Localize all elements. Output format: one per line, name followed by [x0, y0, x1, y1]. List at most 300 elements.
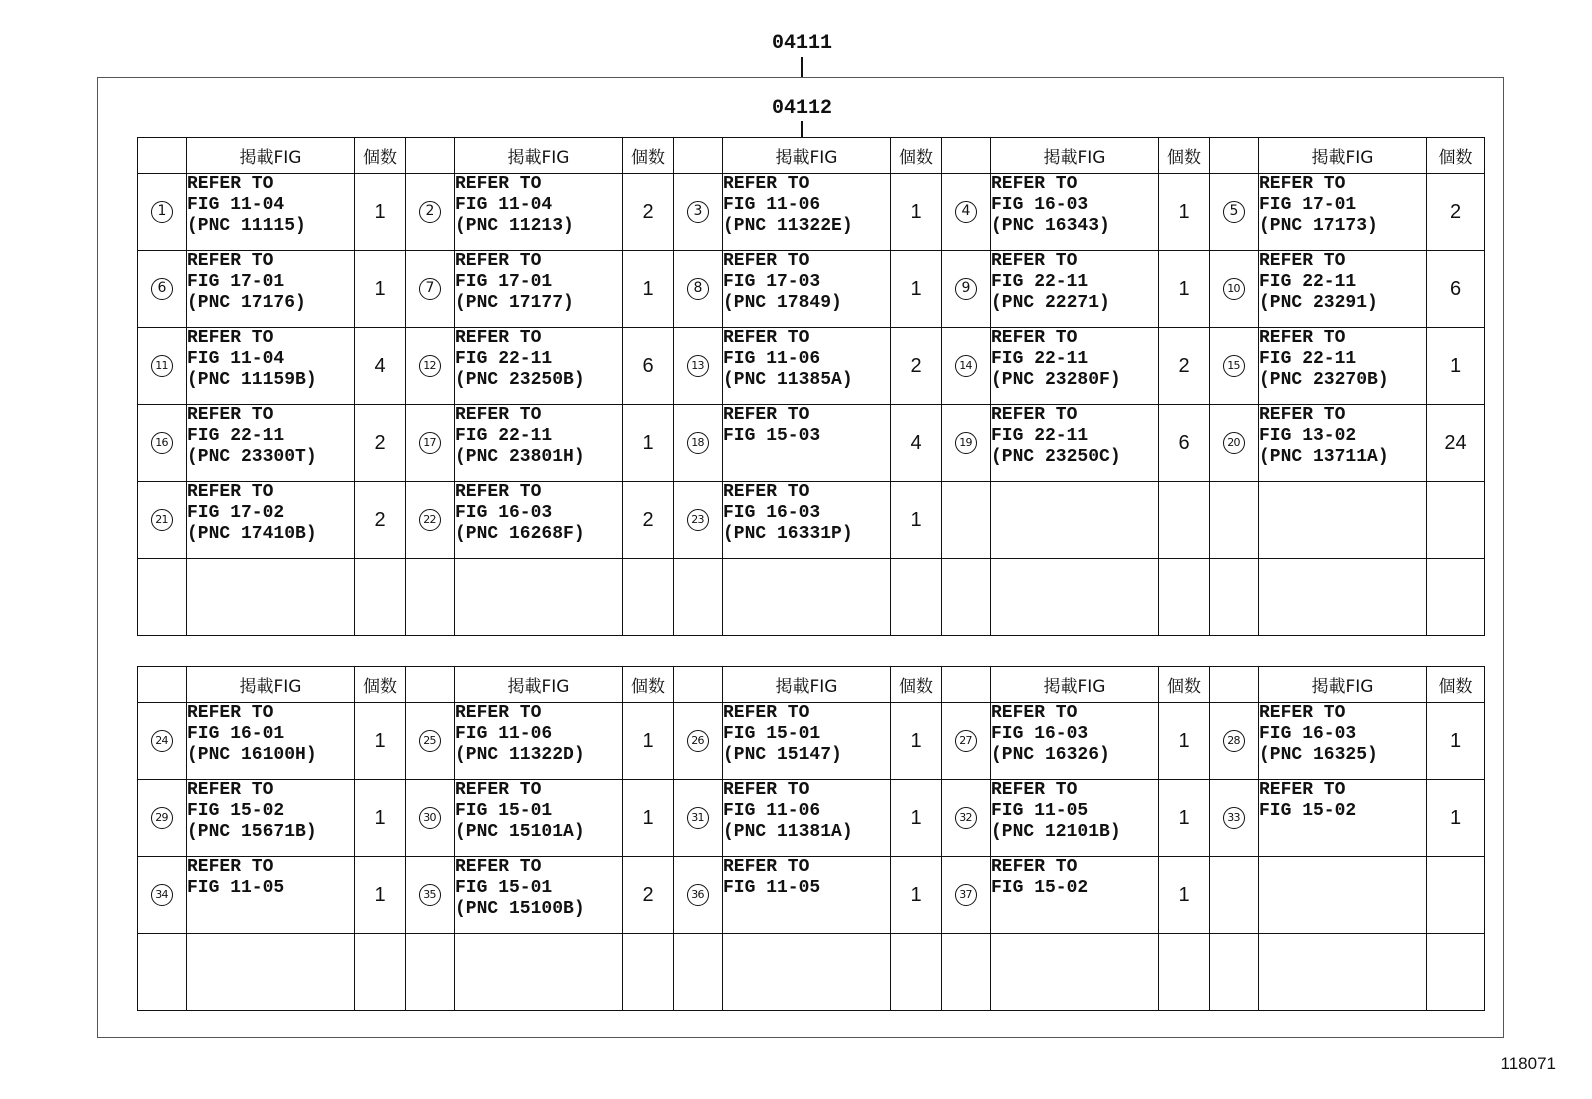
reference-cell [991, 174, 1159, 251]
empty-cell [623, 934, 674, 1011]
header-number-cell [406, 138, 455, 174]
header-qty-label: 個数 [1159, 138, 1210, 174]
quantity-cell [1159, 251, 1210, 328]
reference-cell [1259, 703, 1427, 780]
reference-cell [455, 251, 623, 328]
reference-line: REFER TO [455, 703, 542, 723]
circled-item-number: 20 [1223, 432, 1245, 454]
table-row [138, 780, 1485, 857]
quantity-value: 1 [910, 200, 922, 223]
reference-line: FIG 17-01 [455, 272, 553, 292]
empty-cell [1427, 857, 1485, 934]
reference-line: REFER TO [991, 251, 1078, 271]
reference-cell [187, 857, 355, 934]
circled-item-number: 24 [151, 730, 173, 752]
empty-cell [1259, 482, 1427, 559]
reference-line: (PNC 23291) [1259, 293, 1378, 313]
item-number-cell [674, 405, 723, 482]
circled-item-number: 2 [419, 201, 441, 223]
circled-item-number: 12 [419, 355, 441, 377]
table-row [138, 559, 1485, 636]
reference-line: REFER TO [187, 174, 274, 194]
reference-cell [1259, 174, 1427, 251]
reference-line: REFER TO [991, 174, 1078, 194]
quantity-value: 1 [1178, 200, 1190, 223]
circled-item-number: 29 [151, 807, 173, 829]
item-number-cell [1210, 780, 1259, 857]
quantity-cell [1159, 703, 1210, 780]
item-number-cell [674, 703, 723, 780]
reference-line: FIG 11-04 [187, 195, 285, 215]
quantity-value: 24 [1444, 431, 1467, 454]
reference-line: REFER TO [455, 251, 542, 271]
quantity-value: 1 [642, 431, 654, 454]
quantity-value: 1 [1178, 729, 1190, 752]
quantity-cell [623, 780, 674, 857]
reference-line: FIG 22-11 [991, 272, 1089, 292]
reference-line: FIG 17-01 [1259, 195, 1357, 215]
reference-cell [455, 174, 623, 251]
empty-cell [455, 559, 623, 636]
reference-line: (PNC 11213) [455, 216, 574, 236]
reference-cell [455, 780, 623, 857]
reference-table-upper [137, 137, 1485, 636]
reference-cell [455, 857, 623, 934]
reference-cell [723, 482, 891, 559]
item-number-cell [674, 251, 723, 328]
reference-line: REFER TO [187, 405, 274, 425]
quantity-cell [623, 482, 674, 559]
quantity-cell [1159, 857, 1210, 934]
quantity-cell [1427, 328, 1485, 405]
header-qty-label: 個数 [891, 667, 942, 703]
quantity-value: 2 [642, 508, 654, 531]
item-number-cell [1210, 251, 1259, 328]
reference-cell [1259, 251, 1427, 328]
circled-item-number: 8 [687, 278, 709, 300]
empty-cell [355, 934, 406, 1011]
circled-item-number: 23 [687, 509, 709, 531]
reference-line: REFER TO [455, 780, 542, 800]
reference-line: (PNC 22271) [991, 293, 1110, 313]
reference-line: REFER TO [187, 482, 274, 502]
header-fig-label: 掲載FIG [187, 138, 355, 174]
empty-cell [723, 559, 891, 636]
empty-cell [187, 559, 355, 636]
circled-item-number: 26 [687, 730, 709, 752]
reference-line: (PNC 16100H) [187, 745, 317, 765]
quantity-cell [891, 857, 942, 934]
item-number-cell [942, 328, 991, 405]
quantity-value: 1 [374, 729, 386, 752]
header-qty-label: 個数 [891, 138, 942, 174]
circled-item-number: 30 [419, 807, 441, 829]
quantity-value: 1 [374, 277, 386, 300]
quantity-value: 2 [1178, 354, 1190, 377]
circled-item-number: 22 [419, 509, 441, 531]
circled-item-number: 33 [1223, 807, 1245, 829]
quantity-value: 1 [910, 806, 922, 829]
header-fig-label: 掲載FIG [723, 667, 891, 703]
reference-line: FIG 22-11 [455, 426, 553, 446]
quantity-cell [355, 405, 406, 482]
empty-cell [1210, 934, 1259, 1011]
quantity-value: 1 [374, 883, 386, 906]
item-number-cell [674, 482, 723, 559]
reference-line: FIG 15-01 [723, 724, 821, 744]
header-qty-label: 個数 [1159, 667, 1210, 703]
empty-cell [355, 559, 406, 636]
item-number-cell [138, 405, 187, 482]
item-number-cell [138, 780, 187, 857]
reference-cell [455, 703, 623, 780]
empty-cell [1427, 482, 1485, 559]
reference-line: REFER TO [1259, 780, 1346, 800]
reference-line: FIG 22-11 [455, 349, 553, 369]
circled-item-number: 9 [955, 278, 977, 300]
reference-line: (PNC 23250C) [991, 447, 1121, 467]
circled-item-number: 7 [419, 278, 441, 300]
reference-cell [723, 857, 891, 934]
empty-cell [1210, 559, 1259, 636]
quantity-value: 2 [642, 883, 654, 906]
reference-table-body [138, 138, 1485, 636]
quantity-value: 1 [1449, 806, 1462, 829]
circled-item-number: 37 [955, 884, 977, 906]
reference-cell [455, 405, 623, 482]
empty-cell [1159, 482, 1210, 559]
reference-cell [455, 328, 623, 405]
reference-cell [1259, 405, 1427, 482]
reference-cell [1259, 780, 1427, 857]
reference-cell [187, 780, 355, 857]
item-number-cell [138, 328, 187, 405]
empty-cell [455, 934, 623, 1011]
reference-line: FIG 17-03 [723, 272, 821, 292]
reference-line: REFER TO [455, 405, 542, 425]
empty-cell [1259, 857, 1427, 934]
reference-cell [723, 174, 891, 251]
reference-line: REFER TO [455, 857, 542, 877]
table-row [138, 934, 1485, 1011]
empty-cell [1210, 857, 1259, 934]
reference-line: FIG 22-11 [991, 426, 1089, 446]
reference-cell [187, 405, 355, 482]
item-number-cell [406, 703, 455, 780]
reference-line: (PNC 16325) [1259, 745, 1378, 765]
reference-line: (PNC 23300T) [187, 447, 317, 467]
circled-item-number: 25 [419, 730, 441, 752]
empty-cell [942, 934, 991, 1011]
table-row [138, 174, 1485, 251]
reference-line: (PNC 15671B) [187, 822, 317, 842]
item-number-cell [406, 857, 455, 934]
quantity-cell [623, 703, 674, 780]
circled-item-number: 32 [955, 807, 977, 829]
header-number-cell [406, 667, 455, 703]
circled-item-number: 14 [955, 355, 977, 377]
item-number-cell [942, 780, 991, 857]
empty-cell [1159, 559, 1210, 636]
table-row [138, 482, 1485, 559]
quantity-value: 6 [1449, 277, 1462, 300]
reference-line: (PNC 12101B) [991, 822, 1121, 842]
reference-line: (PNC 17410B) [187, 524, 317, 544]
reference-line: FIG 15-01 [455, 878, 553, 898]
reference-line: (PNC 15147) [723, 745, 842, 765]
quantity-value: 1 [1449, 729, 1462, 752]
empty-cell [623, 559, 674, 636]
reference-line: REFER TO [991, 780, 1078, 800]
header-fig-label: 掲載FIG [455, 667, 623, 703]
quantity-value: 1 [642, 277, 654, 300]
header-qty-label: 個数 [1427, 138, 1485, 174]
reference-line: FIG 16-03 [991, 195, 1089, 215]
quantity-cell [355, 251, 406, 328]
reference-line: FIG 22-11 [1259, 349, 1357, 369]
header-fig-label: 掲載FIG [1259, 667, 1427, 703]
quantity-cell [891, 780, 942, 857]
header-fig-label: 掲載FIG [187, 667, 355, 703]
reference-cell [723, 328, 891, 405]
reference-line: REFER TO [187, 780, 274, 800]
quantity-cell [891, 328, 942, 405]
circled-item-number: 3 [687, 201, 709, 223]
reference-line: FIG 11-05 [187, 878, 285, 898]
reference-line: REFER TO [991, 857, 1078, 877]
circled-item-number: 21 [151, 509, 173, 531]
header-number-cell [1210, 138, 1259, 174]
quantity-cell [1427, 703, 1485, 780]
header-row [138, 138, 1485, 174]
reference-line: FIG 11-06 [723, 801, 821, 821]
header-row [138, 667, 1485, 703]
empty-cell [674, 559, 723, 636]
quantity-cell [1159, 780, 1210, 857]
circled-item-number: 36 [687, 884, 709, 906]
quantity-cell [623, 405, 674, 482]
empty-cell [1259, 559, 1427, 636]
empty-cell [991, 559, 1159, 636]
reference-line: REFER TO [723, 780, 810, 800]
quantity-value: 1 [910, 729, 922, 752]
reference-line: REFER TO [187, 703, 274, 723]
reference-line: (PNC 15100B) [455, 899, 585, 919]
circled-item-number: 28 [1223, 730, 1245, 752]
reference-line: REFER TO [723, 857, 810, 877]
reference-line: FIG 16-03 [723, 503, 821, 523]
reference-line: REFER TO [723, 174, 810, 194]
quantity-value: 1 [642, 806, 654, 829]
quantity-cell [355, 857, 406, 934]
item-number-cell [942, 703, 991, 780]
inner-part-code-label: 04112 [771, 97, 832, 120]
header-number-cell [138, 667, 187, 703]
item-number-cell [1210, 703, 1259, 780]
reference-line: (PNC 16326) [991, 745, 1110, 765]
reference-line: (PNC 16343) [991, 216, 1110, 236]
quantity-cell [1427, 405, 1485, 482]
item-number-cell [674, 174, 723, 251]
circled-item-number: 5 [1223, 201, 1245, 223]
reference-line: FIG 11-05 [723, 878, 821, 898]
reference-line: (PNC 11322D) [455, 745, 585, 765]
quantity-cell [1159, 174, 1210, 251]
item-number-cell [138, 174, 187, 251]
quantity-value: 2 [1449, 200, 1462, 223]
quantity-value: 4 [910, 431, 922, 454]
item-number-cell [674, 328, 723, 405]
reference-table-lower [137, 666, 1485, 1011]
reference-line: FIG 13-02 [1259, 426, 1357, 446]
circled-item-number: 15 [1223, 355, 1245, 377]
item-number-cell [942, 251, 991, 328]
empty-cell [1427, 559, 1485, 636]
quantity-value: 2 [910, 354, 922, 377]
quantity-cell [891, 703, 942, 780]
reference-line: REFER TO [1259, 328, 1346, 348]
circled-item-number: 35 [419, 884, 441, 906]
reference-line: (PNC 17176) [187, 293, 306, 313]
reference-cell [187, 703, 355, 780]
reference-cell [187, 328, 355, 405]
header-number-cell [1210, 667, 1259, 703]
quantity-value: 1 [910, 277, 922, 300]
header-qty-label: 個数 [355, 138, 406, 174]
reference-line: REFER TO [1259, 405, 1346, 425]
quantity-cell [1427, 174, 1485, 251]
reference-cell [187, 482, 355, 559]
reference-line: (PNC 23280F) [991, 370, 1121, 390]
reference-line: FIG 22-11 [187, 426, 285, 446]
reference-line: (PNC 17849) [723, 293, 842, 313]
reference-line: (PNC 11322E) [723, 216, 853, 236]
empty-cell [406, 934, 455, 1011]
empty-cell [1427, 934, 1485, 1011]
quantity-cell [355, 482, 406, 559]
quantity-value: 1 [374, 200, 386, 223]
quantity-value: 1 [1178, 806, 1190, 829]
reference-cell [723, 703, 891, 780]
header-fig-label: 掲載FIG [723, 138, 891, 174]
reference-line: REFER TO [455, 482, 542, 502]
quantity-cell [891, 251, 942, 328]
quantity-value: 1 [642, 729, 654, 752]
circled-item-number: 6 [151, 278, 173, 300]
reference-line: REFER TO [723, 251, 810, 271]
circled-item-number: 4 [955, 201, 977, 223]
quantity-cell [623, 328, 674, 405]
reference-line: FIG 15-02 [187, 801, 285, 821]
quantity-value: 6 [642, 354, 654, 377]
reference-line: REFER TO [723, 482, 810, 502]
empty-cell [891, 559, 942, 636]
reference-line: FIG 22-11 [991, 349, 1089, 369]
reference-line: FIG 15-02 [991, 878, 1089, 898]
item-number-cell [1210, 328, 1259, 405]
reference-cell [723, 405, 891, 482]
quantity-cell [891, 174, 942, 251]
reference-line: REFER TO [723, 405, 810, 425]
header-qty-label: 個数 [623, 667, 674, 703]
empty-cell [891, 934, 942, 1011]
quantity-cell [1159, 328, 1210, 405]
table-row [138, 703, 1485, 780]
reference-line: FIG 16-01 [187, 724, 285, 744]
item-number-cell [942, 405, 991, 482]
reference-cell [723, 780, 891, 857]
quantity-cell [623, 174, 674, 251]
reference-cell [991, 857, 1159, 934]
empty-cell [1259, 934, 1427, 1011]
reference-line: FIG 17-02 [187, 503, 285, 523]
reference-line: (PNC 17177) [455, 293, 574, 313]
outer-part-code-label: 04111 [771, 32, 832, 55]
quantity-cell [623, 857, 674, 934]
reference-cell [991, 780, 1159, 857]
empty-cell [723, 934, 891, 1011]
item-number-cell [406, 328, 455, 405]
header-number-cell [674, 667, 723, 703]
reference-line: REFER TO [455, 174, 542, 194]
item-number-cell [942, 857, 991, 934]
header-qty-label: 個数 [355, 667, 406, 703]
quantity-value: 4 [374, 354, 386, 377]
quantity-cell [623, 251, 674, 328]
reference-line: (PNC 23270B) [1259, 370, 1389, 390]
quantity-value: 1 [374, 806, 386, 829]
inner-part-code-leader-line [801, 121, 803, 137]
item-number-cell [942, 174, 991, 251]
empty-cell [991, 482, 1159, 559]
quantity-value: 2 [374, 431, 386, 454]
circled-item-number: 19 [955, 432, 977, 454]
reference-line: FIG 11-04 [455, 195, 553, 215]
item-number-cell [406, 174, 455, 251]
empty-cell [406, 559, 455, 636]
reference-line: (PNC 16268F) [455, 524, 585, 544]
empty-cell [942, 559, 991, 636]
reference-line: REFER TO [1259, 251, 1346, 271]
table-row [138, 857, 1485, 934]
header-fig-label: 掲載FIG [991, 138, 1159, 174]
item-number-cell [406, 780, 455, 857]
illustration-number: 118071 [1500, 1054, 1556, 1073]
reference-line: (PNC 11115) [187, 216, 306, 236]
reference-line: (PNC 11381A) [723, 822, 853, 842]
reference-cell [991, 703, 1159, 780]
quantity-cell [1159, 405, 1210, 482]
reference-line: FIG 15-02 [1259, 801, 1357, 821]
item-number-cell [1210, 174, 1259, 251]
circled-item-number: 18 [687, 432, 709, 454]
reference-line: REFER TO [1259, 703, 1346, 723]
reference-line: (PNC 11159B) [187, 370, 317, 390]
reference-cell [991, 328, 1159, 405]
empty-cell [138, 559, 187, 636]
reference-line: FIG 11-04 [187, 349, 285, 369]
quantity-cell [355, 780, 406, 857]
item-number-cell [406, 405, 455, 482]
reference-cell [1259, 328, 1427, 405]
quantity-value: 2 [374, 508, 386, 531]
reference-line: REFER TO [723, 703, 810, 723]
quantity-cell [891, 405, 942, 482]
header-fig-label: 掲載FIG [455, 138, 623, 174]
quantity-value: 1 [1449, 354, 1462, 377]
reference-line: (PNC 23250B) [455, 370, 585, 390]
circled-item-number: 16 [151, 432, 173, 454]
